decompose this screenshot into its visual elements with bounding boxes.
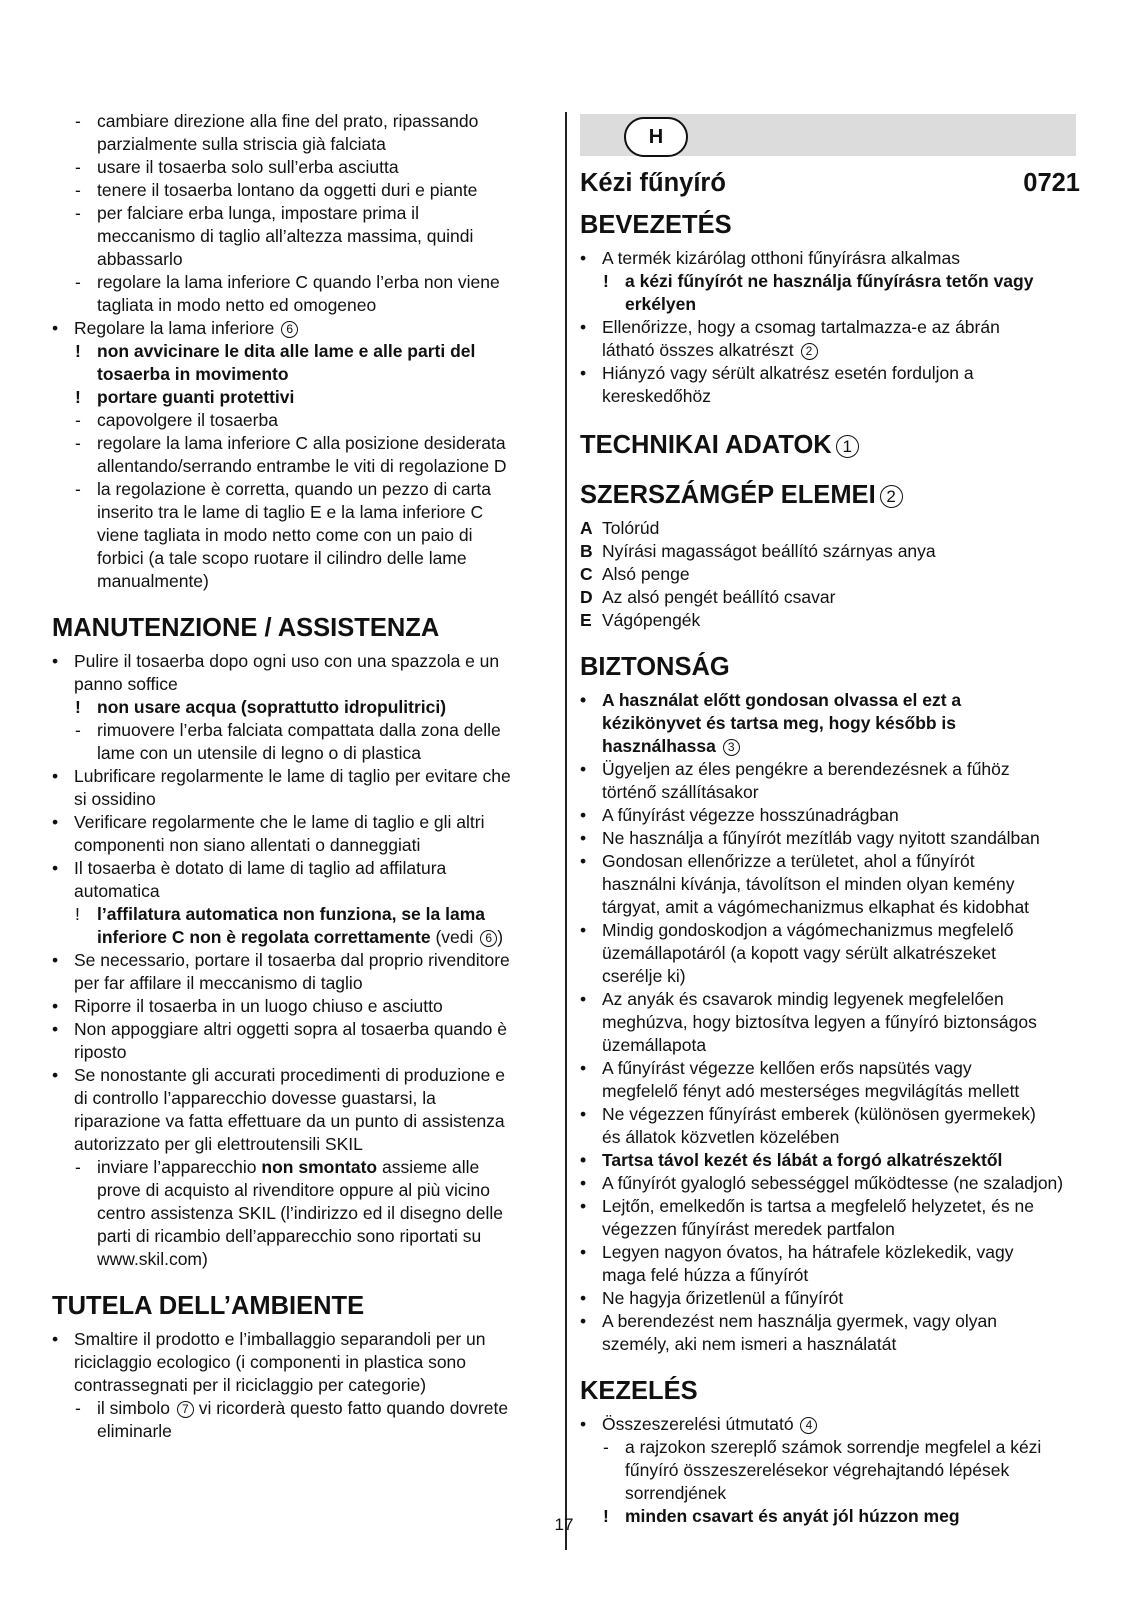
ref-circle: 4 [800, 1417, 817, 1434]
left-column [52, 110, 542, 1443]
list-item: - il simbolo 7 vi ricorderà questo fatto quando dovrete [75, 1398, 509, 1418]
ref-circle: 6 [281, 321, 298, 338]
part-item: C Alsó penge [580, 564, 690, 584]
list-item: viene tagliata in modo netto come con un paio di [97, 525, 473, 545]
section-heading: TECHNIKAI ADATOK 1 [580, 430, 1080, 460]
list-item: - inviare l’apparecchio non smontato assieme alle [75, 1157, 480, 1177]
list-item: meghúzva, hogy biztosítva legyen a fűnyíró biztonságos [602, 1012, 1037, 1032]
warning: ! l’affilatura automatica non funziona, se la lama [75, 904, 485, 924]
list-item: • Regolare la lama inferiore 6 [52, 317, 542, 340]
list-item: automatica [74, 881, 160, 901]
ref-circle: 2 [880, 485, 903, 508]
list-item: • A termék kizárólag otthoni fűnyírásra alkalmas [580, 248, 960, 268]
regolare-list [52, 409, 542, 593]
list-item: • Az anyák és csavarok mindig legyenek megfelelően [580, 989, 1004, 1009]
product-title: Kézi fűnyíró [580, 169, 726, 197]
list-item: • Riporre il tosaerba in un luogo chiuso e asciutto [52, 996, 443, 1016]
list-item: kézikönyvet és tartsa meg, hogy később is [602, 713, 957, 733]
column-divider [565, 112, 567, 1550]
warning: ! non avvicinare le dita alle lame e alle parti del [75, 341, 476, 361]
list-item: történő szállításakor [602, 782, 759, 802]
list-item: • Összeszerelési útmutató 4 [580, 1413, 1080, 1436]
list-item: cserélje ki) [602, 966, 686, 986]
list-item: • Non appoggiare altri oggetti sopra al tosaerba quando è [52, 1019, 507, 1039]
list-item: meccanismo di taglio all’altezza massima, quindi [97, 226, 474, 246]
list-item: di controllo l’apparecchio dovesse guastarsi, la [74, 1088, 436, 1108]
list-item: - a rajzokon szereplő számok sorrendje megfelel a kézi [603, 1437, 1042, 1457]
section-heading: MANUTENZIONE / ASSISTENZA [52, 614, 440, 642]
list-item: - regolare la lama inferiore C alla posizione desiderata [75, 433, 506, 453]
list-item: • A fűnyírást végezze hosszúnadrágban [580, 805, 899, 825]
list-item: - regolare la lama inferiore C quando l’erba non viene [75, 272, 500, 292]
list-item: abbassarlo [97, 249, 183, 269]
list-item: parti di ricambio dell’apparecchio sono riportati su [97, 1226, 482, 1246]
list-item: eliminarle [97, 1421, 172, 1441]
list-item: sorrendjének [625, 1483, 727, 1503]
list-item: - usare il tosaerba solo sull’erba asciutta [75, 157, 399, 177]
warning: ! minden csavart és anyát jól húzzon meg [603, 1506, 960, 1526]
list-item: autorizzato per gli elettroutensili SKIL [74, 1134, 363, 1154]
list-item: per far affilare il meccanismo di taglio [74, 973, 363, 993]
ref-circle: 7 [177, 1401, 194, 1418]
list-item: • Ne használja a fűnyírót mezítláb vagy nyitott szandálban [580, 828, 1040, 848]
part-item: A Tolórúd [580, 518, 660, 538]
parts-list [580, 517, 1080, 632]
list-item: maga felé húzza a fűnyírót [602, 1265, 809, 1285]
list-item: • Smaltire il prodotto e l’imballaggio separandoli per un [52, 1329, 486, 1349]
list-item: lame con un utensile di legno o di plastica [97, 743, 421, 763]
list-item: parzialmente sulla striscia già falciata [97, 134, 386, 154]
ref-circle: 6 [480, 930, 497, 947]
section-heading: TUTELA DELL’AMBIENTE [52, 1292, 365, 1320]
list-item: • Ellenőrizze, hogy a csomag tartalmazza-e az ábrán [580, 317, 1000, 337]
warning: ! portare guanti protettivi [75, 387, 295, 407]
list-item: üzemállapotáról (a kopott vagy sérült alkatrészeket [602, 943, 996, 963]
list-item: • Tartsa távol kezét és lábát a forgó alkatrészektől [580, 1150, 1003, 1170]
list-item: tagliata in modo netto ed omogeneo [97, 295, 377, 315]
ref-circle: 1 [836, 435, 859, 458]
list-item: megfelelő fényt adó mesterséges megvilágítás mellett [602, 1081, 1020, 1101]
list-item: - capovolgere il tosaerba [75, 410, 278, 430]
list-item: www.skil.com) [97, 1249, 208, 1269]
list-item: kereskedőhöz [602, 386, 711, 406]
list-item: látható összes alkatrészt 2 [580, 339, 1080, 362]
list-item: inserito tra le lame di taglio E e la lama inferiore C [97, 502, 484, 522]
list-item: • Pulire il tosaerba dopo ogni uso con una spazzola e un [52, 651, 500, 671]
list-item: • Ne hagyja őrizetlenül a fűnyírót [580, 1288, 844, 1308]
list-item: • A fűnyírót gyalogló sebességgel működtesse (ne szaladjon) [580, 1173, 1064, 1193]
list-item: • A használat előtt gondosan olvassa el ezt a [580, 690, 962, 710]
warning: ! a kézi fűnyírót ne használja fűnyírásra tetőn vagy [603, 271, 1034, 291]
section-heading: BEVEZETÉS [580, 211, 732, 239]
product-title-row [580, 168, 1080, 198]
list-item: contrassegnati per il riciclaggio per categorie) [74, 1375, 427, 1395]
list-item: riposto [74, 1042, 127, 1062]
list-item: manualmente) [97, 571, 209, 591]
part-item: D Az alsó pengét beállító csavar [580, 587, 836, 607]
list-item: • Gondosan ellenőrizze a területet, ahol a fűnyírót [580, 851, 975, 871]
list-item: forbici (a tale scopo ruotare il cilindro delle lame [97, 548, 467, 568]
list-item: tárgyat, amit a vágómechanizmus elkaphat és kidobhat [602, 897, 1030, 917]
list-item: • Verificare regolarmente che le lame di taglio e gli altri [52, 812, 485, 832]
ref-circle: 3 [723, 739, 740, 756]
product-model: 0721 [1023, 169, 1080, 197]
ref-circle: 2 [801, 343, 818, 360]
list-item: • Il tosaerba è dotato di lame di taglio ad affilatura [52, 858, 447, 878]
list-item: componenti non siano allentati o danneggiati [74, 835, 421, 855]
list-item: üzemállapota [602, 1035, 707, 1055]
section-heading: SZERSZÁMGÉP ELEMEI 2 [580, 480, 1080, 510]
list-item: • Se nonostante gli accurati procedimenti di produzione e [52, 1065, 505, 1085]
warning: tosaerba in movimento [97, 364, 289, 384]
list-item: - rimuovere l’erba falciata compattata dalla zona delle [75, 720, 501, 740]
language-badge: H [624, 117, 688, 157]
list-item: panno soffice [74, 674, 178, 694]
section-heading: KEZELÉS [580, 1377, 698, 1405]
list-item: - tenere il tosaerba lontano da oggetti duri e piante [75, 180, 478, 200]
list-item: • A fűnyírást végezze kellően erős napsütés vagy [580, 1058, 972, 1078]
page-number: 17 [554, 1515, 574, 1534]
warning: inferiore C non è regolata correttamente (vedi 6 ) [97, 927, 504, 947]
list-item: • Legyen nagyon óvatos, ha hátrafele közlekedik, vagy [580, 1242, 1014, 1262]
list-item: • A berendezést nem használja gyermek, vagy olyan [580, 1311, 997, 1331]
list-item: riparazione va fatta effettuare da un punto di assistenza [74, 1111, 505, 1131]
part-item: B Nyírási magasságot beállító szárnyas anya [580, 541, 936, 561]
list-item: centro assistenza SKIL (l’indirizzo ed il disegno delle [97, 1203, 503, 1223]
list-item: • Lubrificare regolarmente le lame di taglio per evitare che [52, 766, 511, 786]
list-item: - cambiare direzione alla fine del prato, ripassando [75, 111, 479, 131]
list-item: használhassa 3 [580, 735, 1080, 758]
list-item: si ossidino [74, 789, 156, 809]
list-item: prove di acquisto al rivenditore oppure al più vicino [97, 1180, 491, 1200]
list-item: - la regolazione è corretta, quando un pezzo di carta [75, 479, 492, 499]
list-item: • Ügyeljen az éles pengékre a berendezésnek a fűhöz [580, 759, 1010, 779]
part-item: E Vágópengék [580, 610, 701, 630]
list-item: személy, aki nem ismeri a használatát [602, 1334, 897, 1354]
right-column [580, 168, 1080, 1528]
list-item: végezzen fűnyírást meredek partfalon [602, 1219, 895, 1239]
list-item: • Hiányzó vagy sérült alkatrész esetén forduljon a [580, 363, 974, 383]
top-list [52, 110, 542, 317]
list-item: riciclaggio ecologico (i componenti in plastica sono [74, 1352, 467, 1372]
warning: ! non usare acqua (soprattutto idropulitrici) [75, 697, 447, 717]
list-item: használni kívánja, távolítson el minden olyan kemény [602, 874, 1015, 894]
section-heading: BIZTONSÁG [580, 653, 730, 681]
list-item: • Ne végezzen fűnyírást emberek (különösen gyermekek) [580, 1104, 1036, 1124]
list-item: fűnyíró összeszerelésekor végrehajtandó lépések [625, 1460, 1010, 1480]
list-item: • Mindig gondoskodjon a vágómechanizmus megfelelő [580, 920, 1014, 940]
list-item: - per falciare erba lunga, impostare prima il [75, 203, 419, 223]
list-item: allentando/serrando entrambe le viti di regolazione D [97, 456, 507, 476]
warning: erkélyen [625, 294, 697, 314]
list-item: • Se necessario, portare il tosaerba dal proprio rivenditore [52, 950, 510, 970]
list-item: • Lejtőn, emelkedőn is tartsa a megfelelő helyzetet, és ne [580, 1196, 1034, 1216]
list-item: és állatok közvetlen közelében [602, 1127, 840, 1147]
